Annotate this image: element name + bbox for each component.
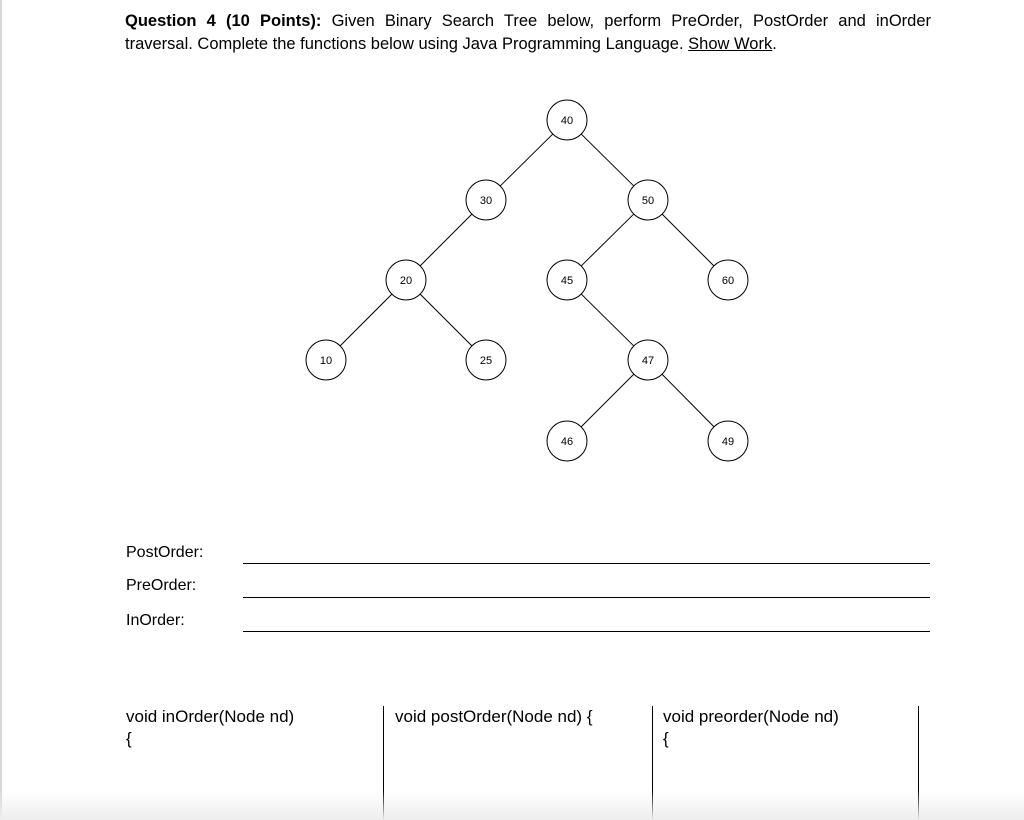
tree-node-50 [628,180,668,220]
tree-edge-47-46 [581,374,634,427]
tree-node-46 [547,421,587,461]
tree-edge-45-47 [581,294,634,346]
tree-edge-20-25 [420,294,472,346]
tree-node-label: 60 [721,275,735,287]
tree-node-label: 40 [560,115,574,127]
tree-node-45 [547,260,587,300]
tree-node-label: 45 [560,275,574,287]
postorder-label: PostOrder: [126,544,204,561]
preorder-signature: void preorder(Node nd) [663,707,839,726]
page-bottom-fade [0,790,1024,820]
preorder-function [663,706,839,750]
inorder-open-brace: { [126,729,132,748]
tree-node-label: 50 [641,195,655,207]
show-work-link: Show Work [688,35,773,53]
tree-node-label: 10 [319,355,333,367]
tree-node-60 [708,260,748,300]
preorder-label: PreOrder: [126,577,197,594]
tree-node-label: 25 [479,355,493,367]
tree-node-10 [306,340,346,380]
tree-nodes [306,100,748,461]
tree-node-label: 49 [721,436,735,448]
tree-node-49 [708,421,748,461]
inorder-function [126,706,294,750]
tree-node-47 [628,340,668,380]
tree-node-label: 47 [641,355,655,367]
tree-edge-30-20 [420,214,472,266]
inorder-label: InOrder: [126,612,185,629]
question-body: Given Binary Search Tree below, perform PreOrder, PostOrder and inOrder traversal. Complete the functions below using Java Programming Language. [125,12,932,53]
tree-edge-40-30 [500,134,553,186]
tree-edge-47-49 [662,374,714,427]
preorder-open-brace: { [663,729,669,748]
tree-node-25 [466,340,506,380]
postorder-signature: void postOrder(Node nd) { [395,707,593,726]
tree-node-label: 46 [560,436,574,448]
tree-edge-50-60 [662,214,714,266]
inorder-answer-line[interactable] [243,631,930,632]
postorder-function [395,706,593,728]
tree-edge-40-50 [581,134,634,186]
tree-node-30 [466,180,506,220]
preorder-answer-line[interactable] [243,597,930,598]
question-heading: Question 4 (10 Points): [125,12,322,30]
postorder-answer-line[interactable] [243,563,930,564]
question-period: . [772,35,777,53]
tree-node-label: 30 [479,195,493,207]
inorder-signature: void inOrder(Node nd) [126,707,295,726]
tree-node-label: 20 [399,275,413,287]
tree-edge-20-10 [340,294,392,346]
tree-node-20 [386,260,426,300]
tree-node-40 [547,100,587,140]
tree-edge-50-45 [581,214,634,266]
